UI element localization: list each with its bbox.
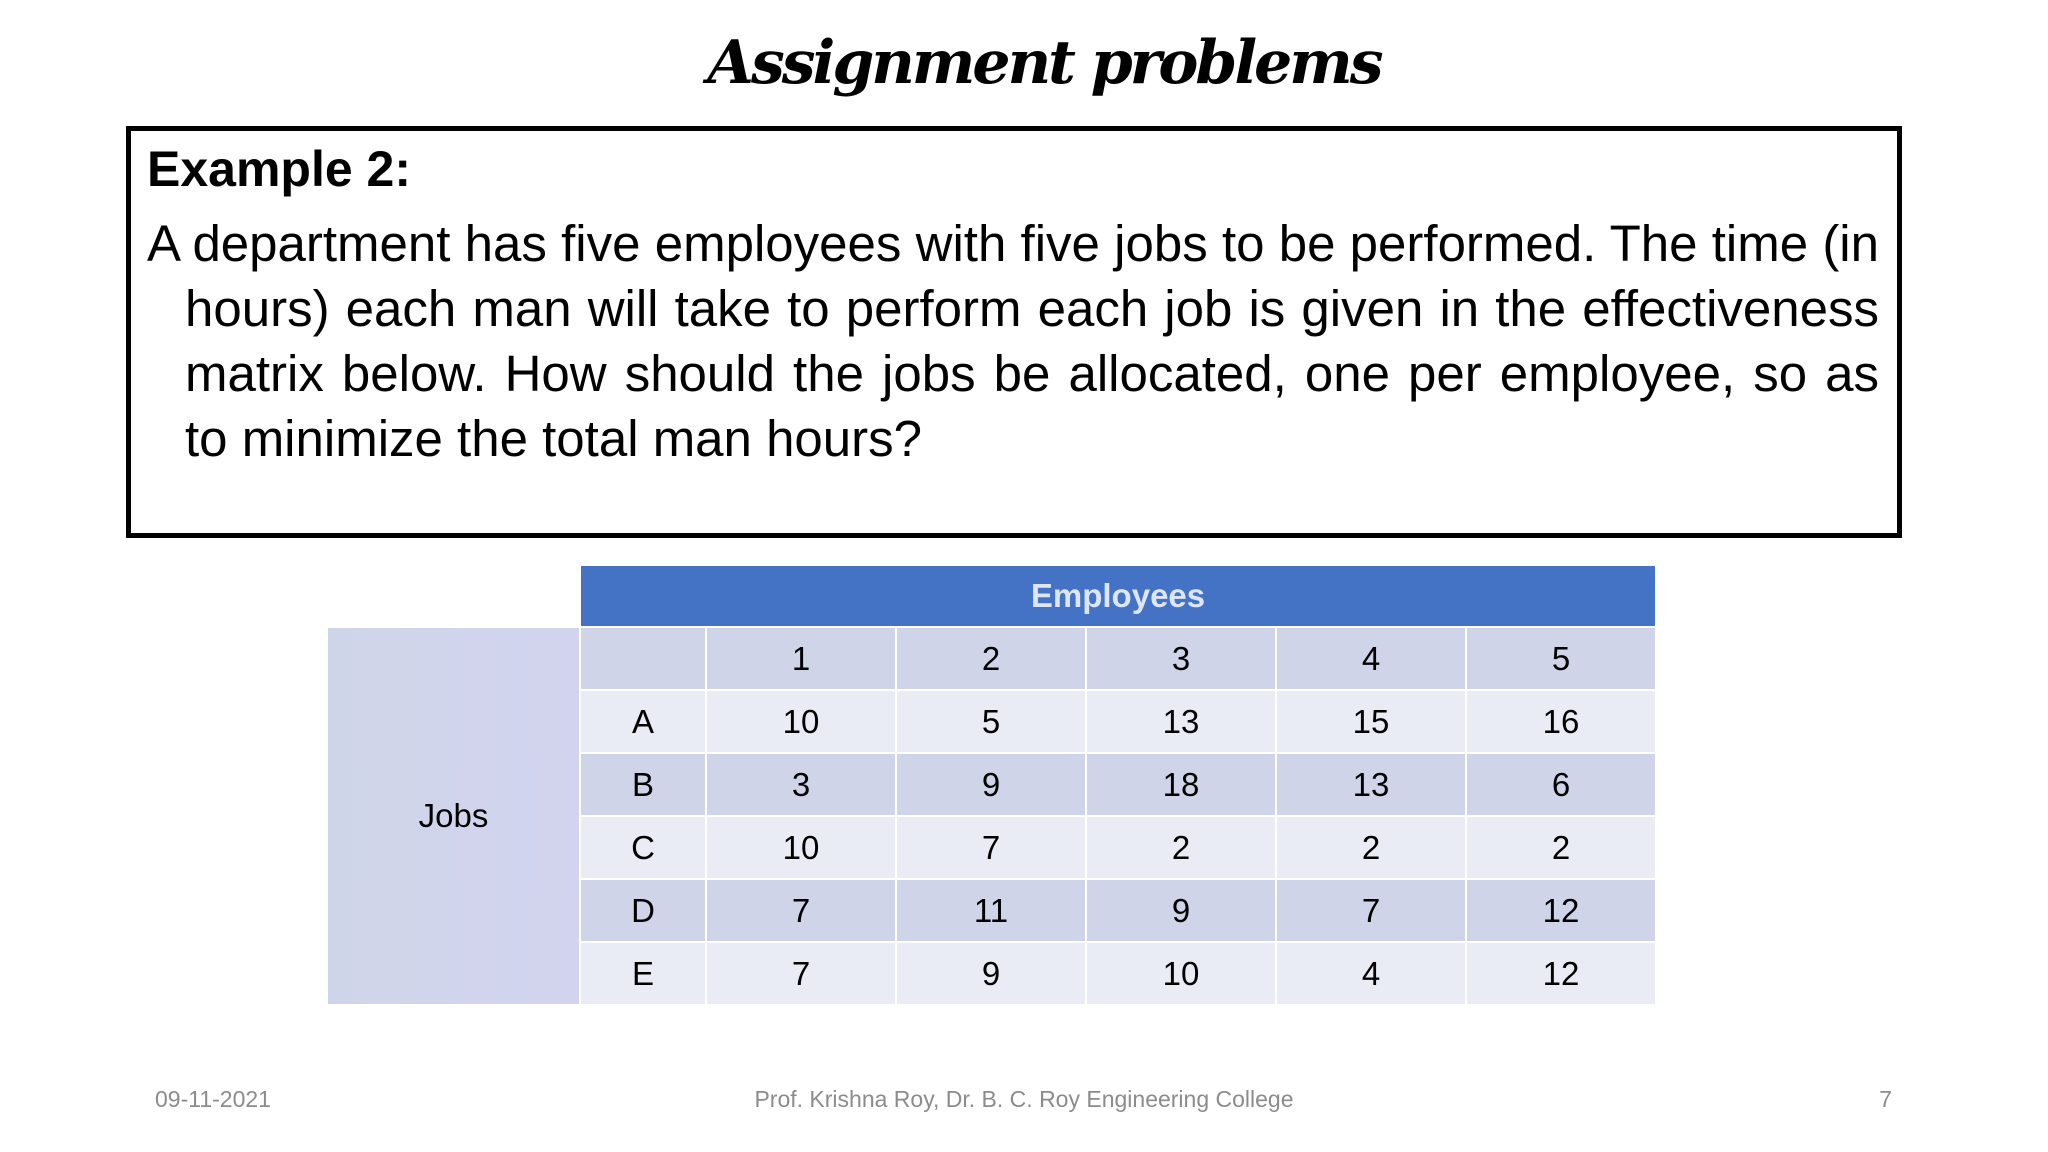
- page-number: 7: [1879, 1086, 1892, 1112]
- matrix-cell: 10: [1087, 943, 1277, 1006]
- matrix-cell: 9: [1087, 880, 1277, 943]
- row-label: D: [581, 880, 707, 943]
- matrix-cell: 15: [1277, 691, 1467, 754]
- footer-author: Prof. Krishna Roy, Dr. B. C. Roy Engineering College: [754, 1086, 1294, 1112]
- matrix-cell: 10: [707, 817, 897, 880]
- matrix-cell: 13: [1087, 691, 1277, 754]
- matrix-cell: 16: [1467, 691, 1657, 754]
- slide-title: Assignment problems: [707, 28, 1381, 98]
- matrix-cell: 6: [1467, 754, 1657, 817]
- effectiveness-matrix: [328, 566, 1657, 1006]
- matrix-cell: 7: [707, 880, 897, 943]
- row-label: A: [581, 691, 707, 754]
- header-corner-cell: [581, 628, 707, 691]
- matrix-cell: 12: [1467, 880, 1657, 943]
- matrix-cell: 4: [1277, 943, 1467, 1006]
- example-box: [126, 126, 1902, 538]
- employees-header: Employees: [581, 566, 1657, 628]
- column-header: 5: [1467, 628, 1657, 691]
- row-label: B: [581, 754, 707, 817]
- matrix-cell: 12: [1467, 943, 1657, 1006]
- jobs-label: Jobs: [328, 628, 581, 1006]
- matrix-cell: 5: [897, 691, 1087, 754]
- matrix-cell: 11: [897, 880, 1087, 943]
- matrix-cell: 9: [897, 943, 1087, 1006]
- matrix-cell: 3: [707, 754, 897, 817]
- matrix-cell: 7: [707, 943, 897, 1006]
- column-header: 2: [897, 628, 1087, 691]
- matrix-cell: 7: [1277, 880, 1467, 943]
- matrix-cell: 7: [897, 817, 1087, 880]
- matrix-cell: 13: [1277, 754, 1467, 817]
- row-label: C: [581, 817, 707, 880]
- footer-date: 09-11-2021: [155, 1086, 271, 1112]
- row-label: E: [581, 943, 707, 1006]
- column-header: 4: [1277, 628, 1467, 691]
- matrix-cell: 2: [1467, 817, 1657, 880]
- matrix-cell: 2: [1277, 817, 1467, 880]
- column-header: 3: [1087, 628, 1277, 691]
- matrix-corner-blank: [328, 566, 581, 628]
- column-header: 1: [707, 628, 897, 691]
- example-text: A department has five employees with five jobs to be performed. The time (in hours) each man will take to perform each job is given in the effectiveness matrix below. How should the jobs be allocated, one per employee, so as to minimize the total man hours?: [147, 215, 1879, 467]
- matrix-cell: 9: [897, 754, 1087, 817]
- matrix-cell: 18: [1087, 754, 1277, 817]
- matrix-cell: 10: [707, 691, 897, 754]
- example-heading: Example 2:: [147, 141, 412, 197]
- matrix-cell: 2: [1087, 817, 1277, 880]
